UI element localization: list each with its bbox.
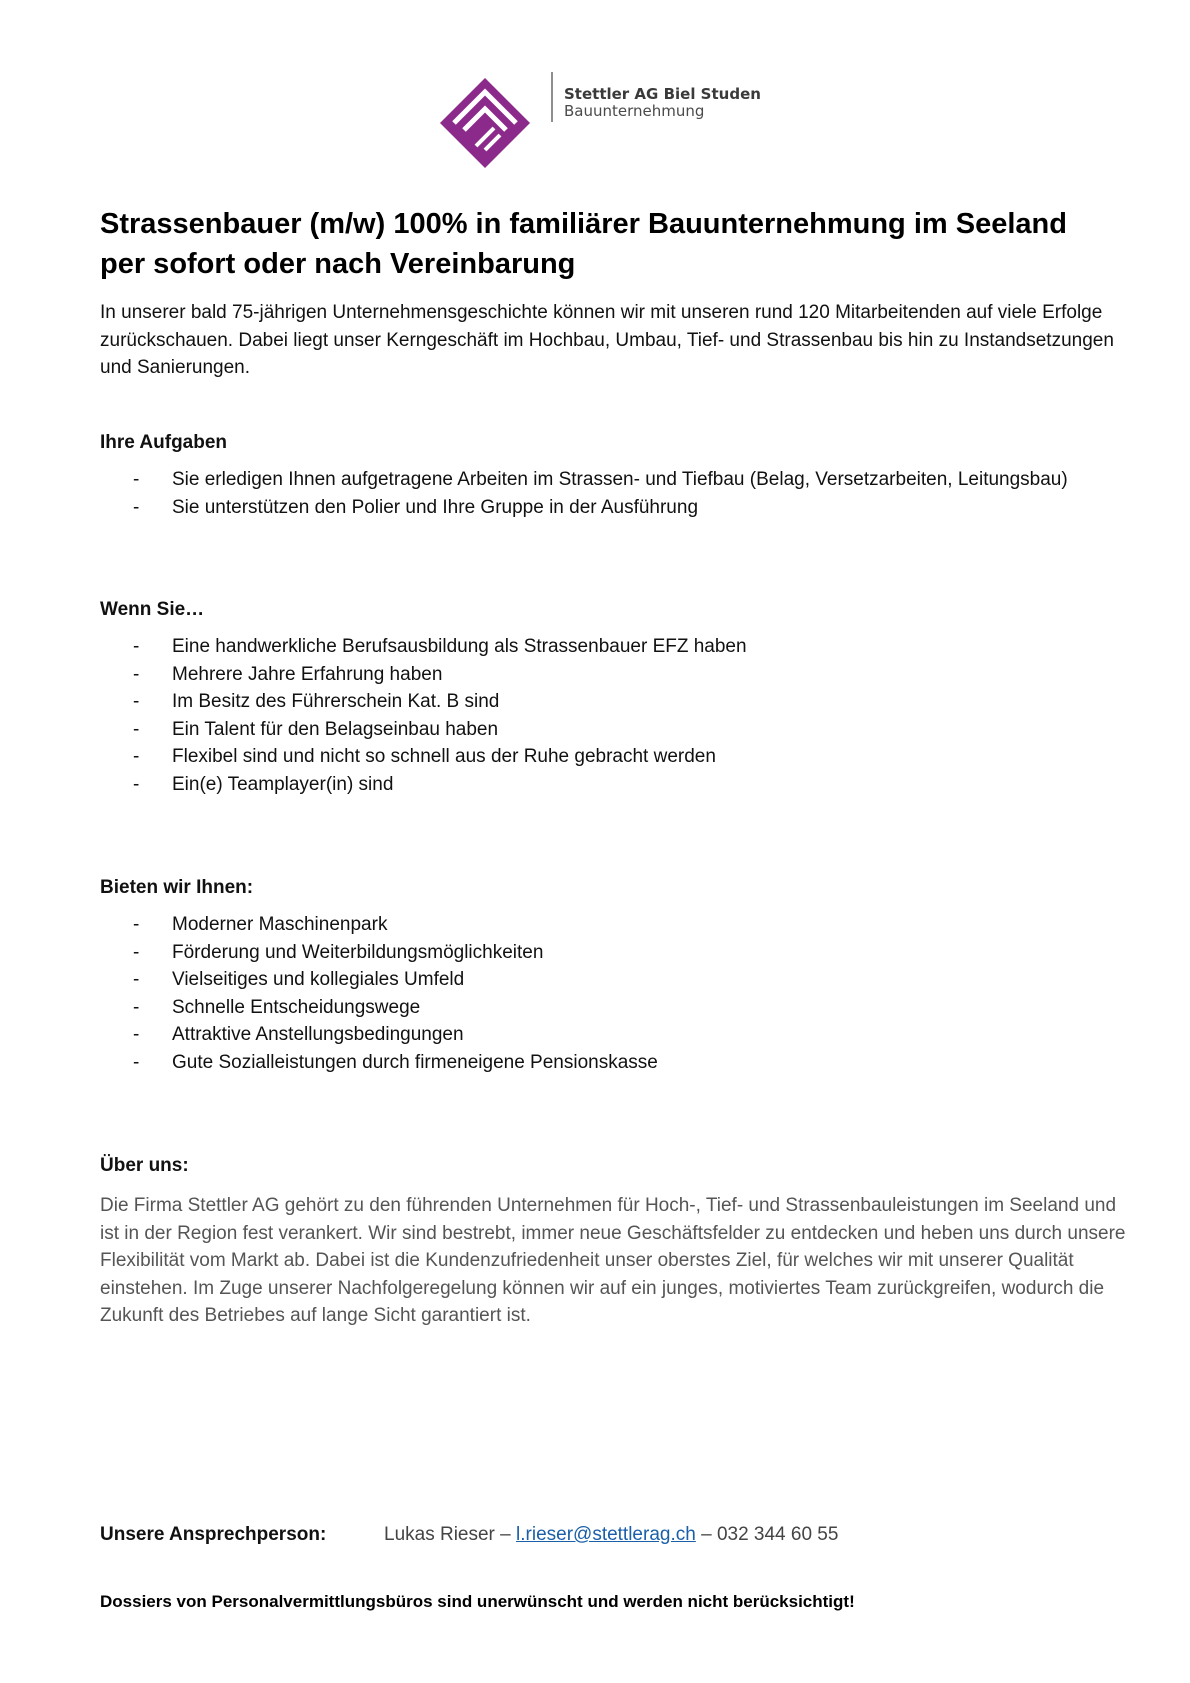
logo-mark-icon [440, 70, 550, 180]
logo-company-name: Stettler AG Biel Studen [564, 85, 761, 103]
logo-subtitle: Bauunternehmung [564, 102, 705, 120]
list-item: - Im Besitz des Führerschein Kat. B sind [133, 688, 747, 716]
logo-divider [551, 72, 553, 122]
contact-email-link[interactable]: l.rieser@stettlerag.ch [516, 1524, 696, 1545]
company-logo [440, 70, 760, 180]
requirements-heading: Wenn Sie… [100, 599, 205, 620]
job-title [100, 204, 1067, 284]
list-item: - Flexibel sind und nicht so schnell aus der Ruhe gebracht werden [133, 743, 747, 771]
list-item: - Vielseitiges und kollegiales Umfeld [133, 966, 658, 994]
list-item: - Förderung und Weiterbildungsmöglichkeiten [133, 939, 658, 967]
offer-list [133, 911, 658, 1076]
list-item: - Sie erledigen Ihnen aufgetragene Arbeiten im Strassen- und Tiefbau (Belag, Versetzarbeiten, Leitungsbau) [133, 466, 1068, 494]
list-item: - Ein Talent für den Belagseinbau haben [133, 716, 747, 744]
tasks-heading: Ihre Aufgaben [100, 432, 228, 453]
about-paragraph: Die Firma Stettler AG gehört zu den führenden Unternehmen für Hoch-, Tief- und Strassenbauleistungen im Seeland und ist in der Region fest verankert. Wir sind bestrebt, immer neue Geschäftsfelder zu entdecken und heben uns durch unsere Flexibilität vom Markt ab. Dabei ist die Kundenzufriedenheit unser oberstes Ziel, für welches wir mit unserer Qualität einstehen. Im Zuge unserer Nachfolgeregelung können wir auf ein junges, motiviertes Team zurückgreifen, wodurch die Zukunft des Betriebes auf lange Sicht garantiert ist. [100, 1195, 1126, 1326]
contact-separator: – [695, 1524, 717, 1545]
about-heading: Über uns: [100, 1155, 189, 1176]
list-item: - Sie unterstützen den Polier und Ihre Gruppe in der Ausführung [133, 494, 1068, 522]
disclaimer: Dossiers von Personalvermittlungsbüros sind unerwünscht und werden nicht berücksichtigt! [100, 1592, 855, 1611]
tasks-list [133, 466, 1068, 521]
list-item: - Schnelle Entscheidungswege [133, 994, 658, 1022]
contact-details [384, 1524, 838, 1546]
intro-paragraph: In unserer bald 75-jährigen Unternehmensgeschichte können wir mit unseren rund 120 Mitarbeitenden auf viele Erfolge zurückschauen. Dabei liegt unser Kerngeschäft im Hochbau, Umbau, Tief- und Strassenbau bis hin zu Instandsetzungen und Sanierungen. [100, 302, 1114, 378]
list-item: - Gute Sozialleistungen durch firmeneigene Pensionskasse [133, 1049, 658, 1077]
list-item: - Ein(e) Teamplayer(in) sind [133, 771, 747, 799]
contact-name: Lukas Rieser [384, 1524, 495, 1545]
list-item: - Attraktive Anstellungsbedingungen [133, 1021, 658, 1049]
list-item: - Eine handwerkliche Berufsausbildung als Strassenbauer EFZ haben [133, 633, 747, 661]
job-title-line-1: Strassenbauer (m/w) 100% in familiärer Bauunternehmung im Seeland [100, 208, 1067, 240]
contact-label: Unsere Ansprechperson: [100, 1524, 327, 1545]
job-title-line-2: per sofort oder nach Vereinbarung [100, 248, 576, 280]
offer-heading: Bieten wir Ihnen: [100, 877, 254, 898]
list-item: - Moderner Maschinenpark [133, 911, 658, 939]
contact-phone: 032 344 60 55 [716, 1524, 839, 1545]
contact-separator: – [494, 1524, 517, 1545]
requirements-list [133, 633, 747, 798]
list-item: - Mehrere Jahre Erfahrung haben [133, 661, 747, 689]
